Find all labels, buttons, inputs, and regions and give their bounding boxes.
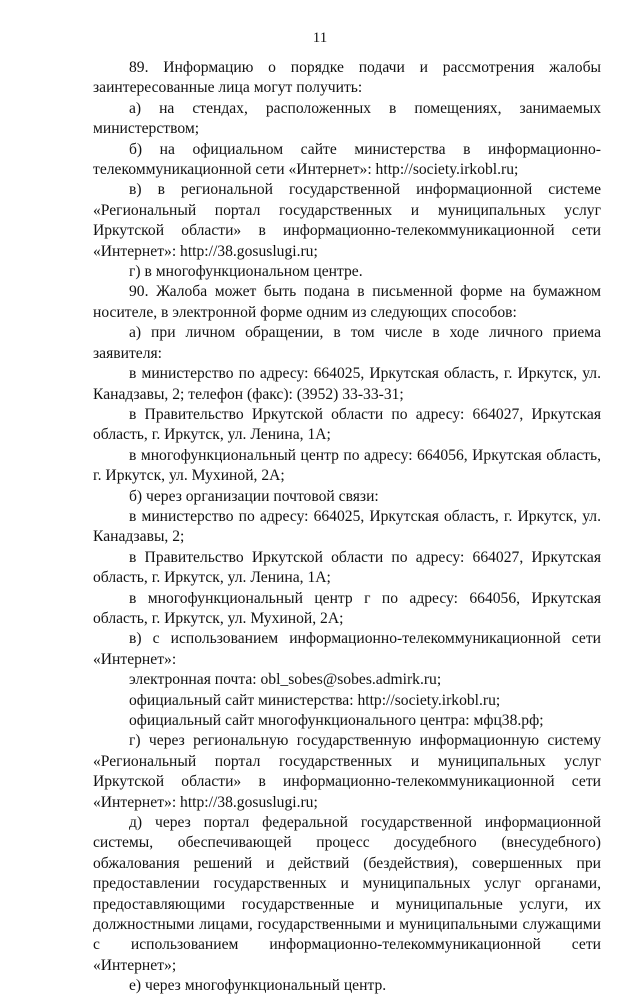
address-government: в Правительство Иркутской области по адресу: 664027, Иркутская область, г. Иркутск, ул. Ленина, 1А; bbox=[93, 405, 601, 444]
address-ministry: в министерство по адресу: 664025, Иркутская область, г. Иркутск, ул. Канадзавы, 2; телефон (факс): (3952) 33-33-31; bbox=[93, 365, 601, 403]
address-mfc: в многофункциональный центр по адресу: 664056, Иркутская область, г. Иркутск, ул. Мухиной, 2А; bbox=[93, 446, 601, 485]
paragraph-90: 90. Жалоба может быть подана в письменной форме на бумажном носителе, в электронной форме одним из следующих способов: bbox=[93, 283, 601, 321]
postal-address-ministry: в министерство по адресу: 664025, Иркутская область, г. Иркутск, ул. Канадзавы, 2; bbox=[93, 507, 601, 546]
ministry-website-line: официальный сайт министерства: http://society.irkobl.ru; bbox=[129, 691, 501, 709]
list-item-89b: б) на официальном сайте министерства в информационно-телекоммуникационной сети «Интернет»: http://society.irkobl.ru; bbox=[93, 140, 601, 179]
page-number: 11 bbox=[312, 30, 328, 46]
list-item-89g: г) в многофункциональном центре. bbox=[129, 263, 363, 281]
list-item-90d: д) через портал федеральной государственной информационной системы, обеспечивающей процесс досудебного (внесудебного) обжалования решений и действий (бездействия), совершенных при предоставлении государственных и муниципальных услуг органами, предоставляющими государственные и муниципальные услуги, их должностными лицами, государственными и муниципальными служащими с использованием информационно-телекоммуникационной сети «Интернет»; bbox=[93, 814, 601, 974]
list-item-90v: в) с использованием информационно-телекоммуникационной сети «Интернет»: bbox=[93, 630, 601, 668]
paragraph-89: 89. Информацию о порядке подачи и рассмотрения жалобы заинтересованные лица могут получить: bbox=[93, 59, 601, 97]
list-item-90e: е) через многофункциональный центр. bbox=[129, 977, 387, 995]
list-item-90b: б) через организации почтовой связи: bbox=[129, 487, 379, 505]
list-item-90a: а) при личном обращении, в том числе в ходе личного приема заявителя: bbox=[93, 324, 601, 362]
postal-address-mfc: в многофункциональный центр г по адресу: 664056, Иркутская область, г. Иркутск, ул. Мухиной, 2А; bbox=[93, 589, 601, 627]
postal-address-government: в Правительство Иркутской области по адресу: 664027, Иркутская область, г. Иркутск, ул. Ленина, 1А; bbox=[93, 548, 601, 587]
email-line: электронная почта: obl_sobes@sobes.admirk.ru; bbox=[129, 671, 442, 689]
list-item-89a: а) на стендах, расположенных в помещениях, занимаемых министерством; bbox=[93, 99, 601, 138]
list-item-89v: в) в региональной государственной информационной системе «Региональный портал государственных и муниципальных услуг Иркутской области» в информационно-телекоммуникационной сети «Интернет»: http://38.gosuslugi.ru; bbox=[93, 181, 601, 260]
mfc-website-line: официальный сайт многофункционального центра: мфц38.рф; bbox=[129, 712, 544, 729]
list-item-90g: г) через региональную государственную информационную систему «Региональный портал государственных и муниципальных услуг Иркутской области» в информационно-телекоммуникационной сети «Интернет»: http://38.gosuslugi.ru; bbox=[93, 732, 601, 811]
document-body bbox=[93, 58, 601, 997]
